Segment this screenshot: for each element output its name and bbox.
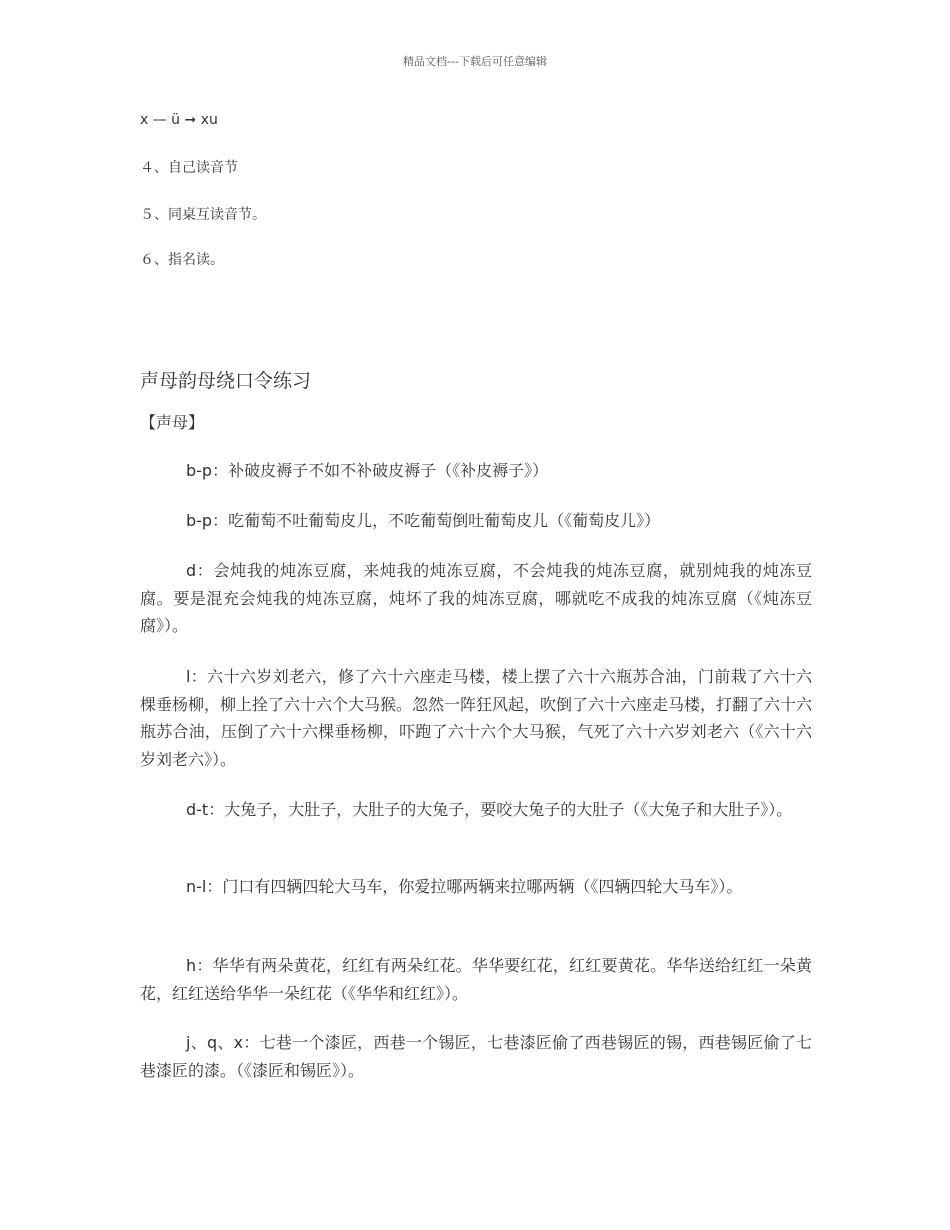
paragraph-h: h：华华有两朵黄花，红红有两朵红花。华华要红花，红红要黄花。华华送给红红一朵黄花，红红送给华华一朵红花（《华华和红红》）。 — [140, 956, 812, 1003]
paragraph-nl: n-l：门口有四辆四轮大马车，你爱拉哪两辆来拉哪两辆（《四辆四轮大马车》）。 — [186, 877, 743, 896]
paragraph-bp-2: b-p：吃葡萄不吐葡萄皮儿，不吃葡萄倒吐葡萄皮儿（《葡萄皮儿》） — [186, 511, 661, 530]
paragraph-jqx: j、q、x：七巷一个漆匠，西巷一个锡匠，七巷漆匠偷了西巷锡匠的锡，西巷锡匠偷了七巷漆匠的漆。（《漆匠和锡匠》）。 — [140, 1033, 812, 1080]
step-4-line: ４、自己读音节 — [140, 160, 238, 176]
step-5-line: ５、同桌互读音节。 — [140, 207, 266, 223]
paragraph-l: l：六十六岁刘老六，修了六十六座走马楼，楼上摆了六十六瓶苏合油，门前栽了六十六棵垂杨柳，柳上拴了六十六个大马猴。忽然一阵狂风起，吹倒了六十六座走马楼，打翻了六十六瓶苏合油，压倒了六十六棵垂杨柳，吓跑了六十六个大马猴，气死了六十六岁刘老六（《六十六岁刘老六》）。 — [140, 667, 813, 769]
pinyin-example-line: x — ü ➞ xu — [140, 112, 218, 128]
section-label: 【声母】 — [140, 413, 205, 432]
page-header: 精品文档---下载后可任意编辑 — [403, 55, 547, 68]
paragraph-bp-1: b-p：补破皮褥子不如不补破皮褥子（《补皮褥子》） — [186, 461, 549, 480]
section-title: 声母韵母绕口令练习 — [140, 370, 312, 392]
step-6-line: ６、指名读。 — [140, 252, 224, 268]
paragraph-dt: d-t：大兔子，大肚子，大肚子的大兔子，要咬大兔子的大肚子（《大兔子和大肚子》）。 — [186, 800, 793, 819]
paragraph-d: d：会炖我的炖冻豆腐，来炖我的炖冻豆腐，不会炖我的炖冻豆腐，就别炖我的炖冻豆腐。要是混充会炖我的炖冻豆腐，炖坏了我的炖冻豆腐，哪就吃不成我的炖冻豆腐（《炖冻豆腐》）。 — [140, 561, 812, 635]
